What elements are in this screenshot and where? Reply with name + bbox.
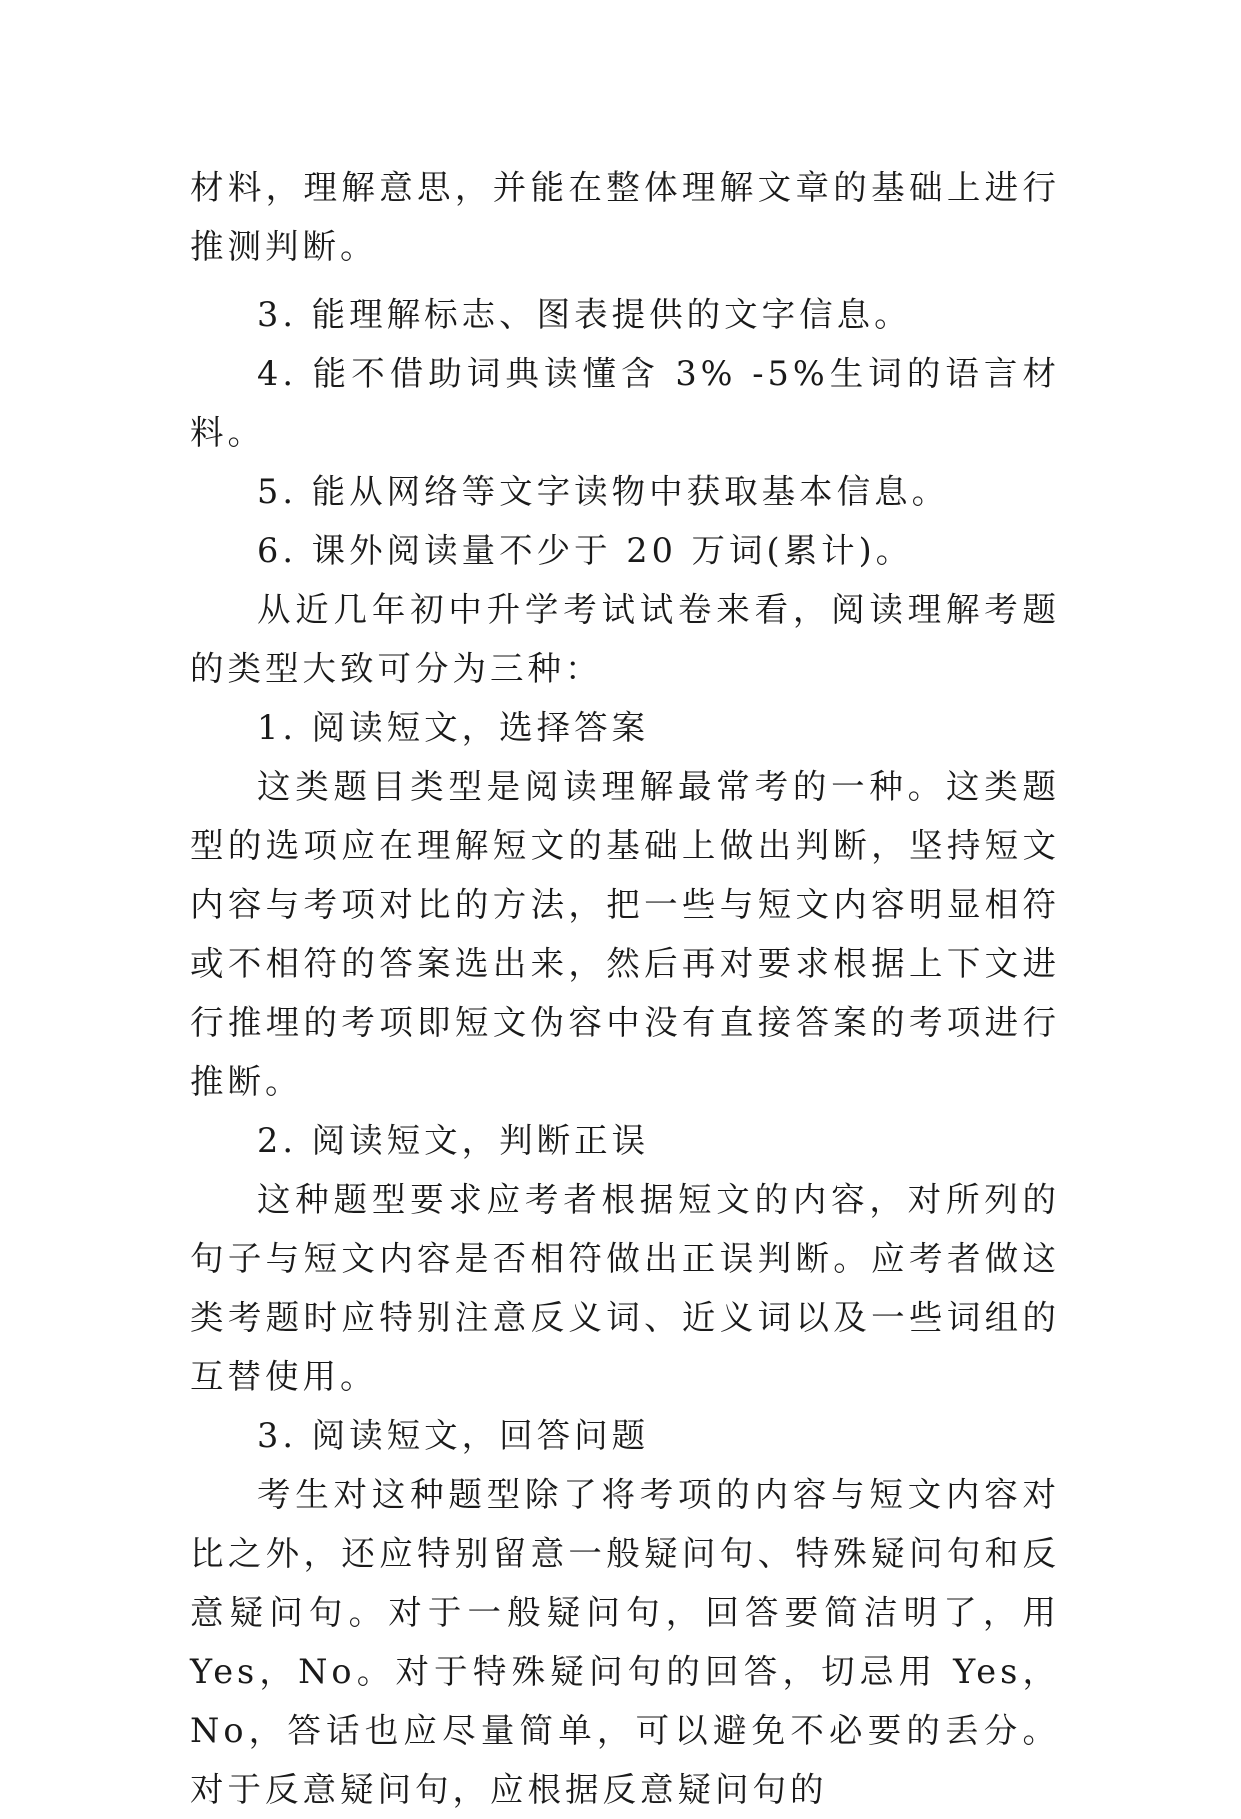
section-heading-3: 3. 阅读短文，回答问题 bbox=[257, 1416, 650, 1455]
document-body bbox=[190, 158, 1060, 1819]
paragraph-type-2: 这种题型要求应考者根据短文的内容，对所列的句子与短文内容是否相符做出正误判断。应考者做这类考题时应特别注意反义词、近义词以及一些词组的互替使用。 bbox=[190, 1180, 1060, 1396]
list-item-6: 6. 课外阅读量不少于 20 万词(累计)。 bbox=[257, 531, 914, 570]
section-heading-1: 1. 阅读短文，选择答案 bbox=[257, 708, 650, 747]
list-item-3: 3. 能理解标志、图表提供的文字信息。 bbox=[257, 295, 912, 334]
section-heading-2: 2. 阅读短文，判断正误 bbox=[257, 1121, 650, 1160]
paragraph-intro-types: 从近几年初中升学考试试卷来看，阅读理解考题的类型大致可分为三种： bbox=[190, 590, 1060, 688]
paragraph-type-3: 考生对这种题型除了将考项的内容与短文内容对比之外，还应特别留意一般疑问句、特殊疑问句和反意疑问句。对于一般疑问句，回答要简洁明了，用 Yes，No。对于特殊疑问句的回答，切忌用 Yes，No，答话也应尽量简单，可以避免不必要的丢分。对于反意疑问句，应根据反意疑问句的 bbox=[190, 1475, 1060, 1809]
list-item-4: 4. 能不借助词典读懂含 3% -5%生词的语言材料。 bbox=[190, 354, 1060, 452]
paragraph-continuation: 材料，理解意思，并能在整体理解文章的基础上进行推测判断。 bbox=[190, 168, 1060, 266]
paragraph-type-1: 这类题目类型是阅读理解最常考的一种。这类题型的选项应在理解短文的基础上做出判断，坚持短文内容与考项对比的方法，把一些与短文内容明显相符或不相符的答案选出来，然后再对要求根据上下文进行推埋的考项即短文伪容中没有直接答案的考项进行推断。 bbox=[190, 767, 1060, 1101]
list-item-5: 5. 能从网络等文字读物中获取基本信息。 bbox=[257, 472, 950, 511]
